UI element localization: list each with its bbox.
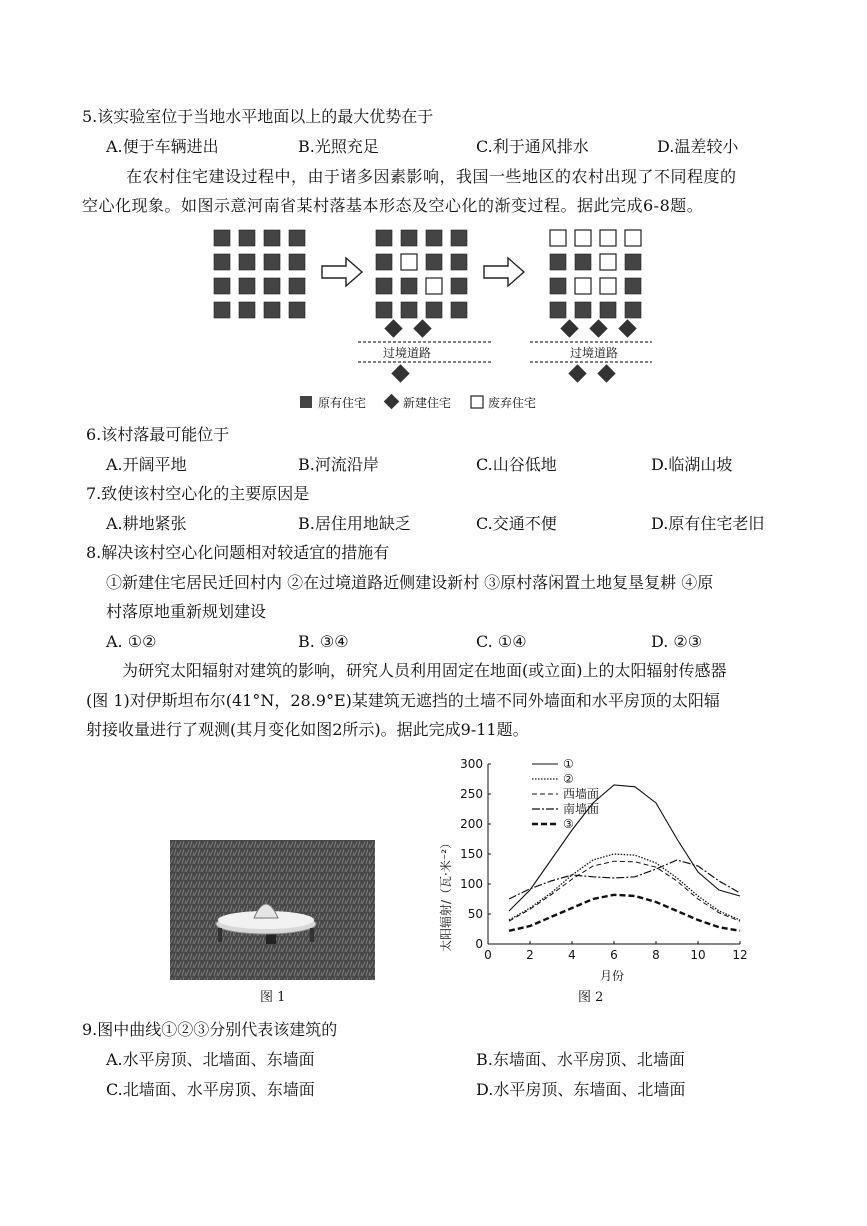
original-house-icon (575, 254, 591, 270)
q9-option-a: A.水平房顶、北墙面、东墙面 (106, 1050, 315, 1069)
intro-6-8-line1: 在农村住宅建设过程中，由于诸多因素影响，我国一些地区的农村出现了不同程度的 (126, 167, 737, 186)
solar-sensor-photo (170, 840, 375, 980)
fig2-caption: 图 2 (578, 990, 604, 1005)
legend-original-house-icon (300, 396, 312, 408)
legend-original-house: 原有住宅 (318, 396, 367, 410)
x-tick-label: 8 (652, 948, 660, 962)
original-house-icon (426, 254, 442, 270)
road-label-stage3: 过境道路 (570, 346, 619, 360)
original-house-icon (401, 302, 417, 318)
arrow-right-icon (322, 258, 362, 286)
x-tick-label: 0 (484, 948, 492, 962)
abandoned-house-icon (550, 230, 566, 246)
new-house-icon (618, 319, 636, 337)
q5-option-d: D.温差较小 (657, 137, 739, 156)
new-house-icon (384, 319, 402, 337)
y-tick-label: 50 (467, 907, 483, 921)
original-house-icon (239, 254, 255, 270)
original-house-icon (451, 254, 467, 270)
intro-9-11-line3: 射接收量进行了观测(其月变化如图2所示)。据此完成9-11题。 (86, 720, 529, 739)
village-hollowing-figure (200, 222, 660, 417)
series-line (509, 860, 740, 899)
original-house-icon (451, 230, 467, 246)
legend-new-house: 新建住宅 (403, 396, 452, 410)
original-house-icon (451, 302, 467, 318)
abandoned-house-icon (401, 254, 417, 270)
abandoned-house-icon (625, 230, 641, 246)
new-house-icon (568, 364, 586, 382)
q8-option-d: D. ②③ (651, 632, 703, 651)
original-house-icon (376, 278, 392, 294)
q7-option-c: C.交通不便 (476, 514, 557, 533)
original-house-icon (214, 278, 230, 294)
arrow-right-icon (484, 258, 524, 286)
q6-option-b: B.河流沿岸 (298, 455, 379, 474)
original-house-icon (625, 302, 641, 318)
original-house-icon (426, 302, 442, 318)
q7-stem: 7.致使该村空心化的主要原因是 (86, 484, 310, 503)
legend-label: 南墙面 (563, 802, 600, 816)
y-tick-label: 300 (460, 757, 483, 771)
original-house-icon (625, 254, 641, 270)
chart-ylabel: 太阳辐射/（瓦·米⁻²） (439, 836, 453, 952)
intro-9-11-line1: 为研究太阳辐射对建筑的影响，研究人员利用固定在地面(或立面)上的太阳辐射传感器 (122, 661, 727, 680)
legend-label: ③ (563, 817, 574, 831)
original-house-icon (239, 302, 255, 318)
y-tick-label: 100 (460, 877, 483, 891)
q5-stem: 5.该实验室位于当地水平地面以上的最大优势在于 (82, 107, 434, 126)
q6-option-a: A.开阔平地 (106, 455, 187, 474)
original-house-icon (289, 230, 305, 246)
original-house-icon (451, 278, 467, 294)
abandoned-house-icon (600, 278, 616, 294)
y-tick-label: 0 (475, 937, 483, 951)
original-house-icon (214, 230, 230, 246)
fig1-caption: 图 1 (260, 990, 286, 1005)
q6-option-d: D.临湖山坡 (651, 455, 733, 474)
new-house-icon (391, 364, 409, 382)
original-house-icon (401, 230, 417, 246)
y-tick-label: 150 (460, 847, 483, 861)
x-tick-label: 2 (526, 948, 534, 962)
q9-stem: 9.图中曲线①②③分别代表该建筑的 (82, 1020, 338, 1039)
original-house-icon (289, 254, 305, 270)
original-house-icon (264, 278, 280, 294)
q9-option-d: D.水平房顶、东墙面、北墙面 (476, 1080, 686, 1099)
original-house-icon (239, 278, 255, 294)
legend-abandoned-house: 废弃住宅 (488, 396, 537, 410)
series-line (509, 785, 740, 911)
legend-new-house-icon (384, 394, 400, 410)
q9-option-b: B.东墙面、水平房顶、北墙面 (476, 1050, 685, 1069)
q8-option-b: B. ③④ (298, 632, 349, 651)
original-house-icon (600, 302, 616, 318)
legend-abandoned-house-icon (471, 396, 483, 408)
original-house-icon (401, 278, 417, 294)
q5-option-c: C.利于通风排水 (476, 137, 589, 156)
q7-option-a: A.耕地紧张 (106, 514, 187, 533)
original-house-icon (550, 302, 566, 318)
y-tick-label: 200 (460, 817, 483, 831)
abandoned-house-icon (600, 230, 616, 246)
original-house-icon (214, 302, 230, 318)
original-house-icon (289, 278, 305, 294)
intro-6-8-line2: 空心化现象。如图示意河南省某村落基本形态及空心化的渐变过程。据此完成6-8题。 (82, 196, 704, 215)
x-tick-label: 6 (610, 948, 618, 962)
abandoned-house-icon (575, 278, 591, 294)
x-tick-label: 10 (690, 948, 706, 962)
q9-option-c: C.北墙面、水平房顶、东墙面 (106, 1080, 315, 1099)
y-tick-label: 250 (460, 787, 483, 801)
q7-option-b: B.居住用地缺乏 (298, 514, 411, 533)
original-house-icon (426, 230, 442, 246)
abandoned-house-icon (600, 254, 616, 270)
q8-measures-line1: ①新建住宅居民迁回村内 ②在过境道路近侧建设新村 ③原村落闲置土地复垦复耕 ④原 (106, 573, 714, 592)
abandoned-house-icon (426, 278, 442, 294)
original-house-icon (376, 230, 392, 246)
original-house-icon (289, 302, 305, 318)
q6-option-c: C.山谷低地 (476, 455, 557, 474)
q5-option-b: B.光照充足 (298, 137, 379, 156)
original-house-icon (264, 230, 280, 246)
new-house-icon (597, 364, 615, 382)
original-house-icon (264, 254, 280, 270)
solar-radiation-chart (430, 752, 760, 984)
new-house-icon (560, 319, 578, 337)
q8-stem: 8.解决该村空心化问题相对较适宜的措施有 (86, 543, 390, 562)
new-house-icon (589, 319, 607, 337)
legend-label: 西墙面 (563, 787, 600, 801)
original-house-icon (625, 278, 641, 294)
q8-option-c: C. ①④ (476, 632, 527, 651)
abandoned-house-icon (575, 230, 591, 246)
intro-9-11-line2: (图 1)对伊斯坦布尔(41°N，28.9°E)某建筑无遮挡的土墙不同外墙面和水平房顶的太阳辐 (86, 691, 720, 710)
q8-option-a: A. ①② (106, 632, 157, 651)
x-tick-label: 12 (732, 948, 748, 962)
original-house-icon (550, 254, 566, 270)
original-house-icon (214, 254, 230, 270)
original-house-icon (239, 230, 255, 246)
q6-stem: 6.该村落最可能位于 (86, 425, 230, 444)
legend-label: ② (563, 772, 574, 786)
new-house-icon (413, 319, 431, 337)
original-house-icon (376, 254, 392, 270)
series-line (509, 854, 740, 920)
q7-option-d: D.原有住宅老旧 (651, 514, 765, 533)
legend-label: ① (563, 757, 574, 771)
q8-measures-line2: 村落原地重新规划建设 (106, 602, 267, 621)
road-label-stage2: 过境道路 (383, 346, 432, 360)
original-house-icon (264, 302, 280, 318)
original-house-icon (575, 302, 591, 318)
x-tick-label: 4 (568, 948, 576, 962)
original-house-icon (550, 278, 566, 294)
chart-xlabel: 月份 (600, 969, 625, 983)
original-house-icon (376, 302, 392, 318)
q5-option-a: A.便于车辆进出 (106, 137, 219, 156)
